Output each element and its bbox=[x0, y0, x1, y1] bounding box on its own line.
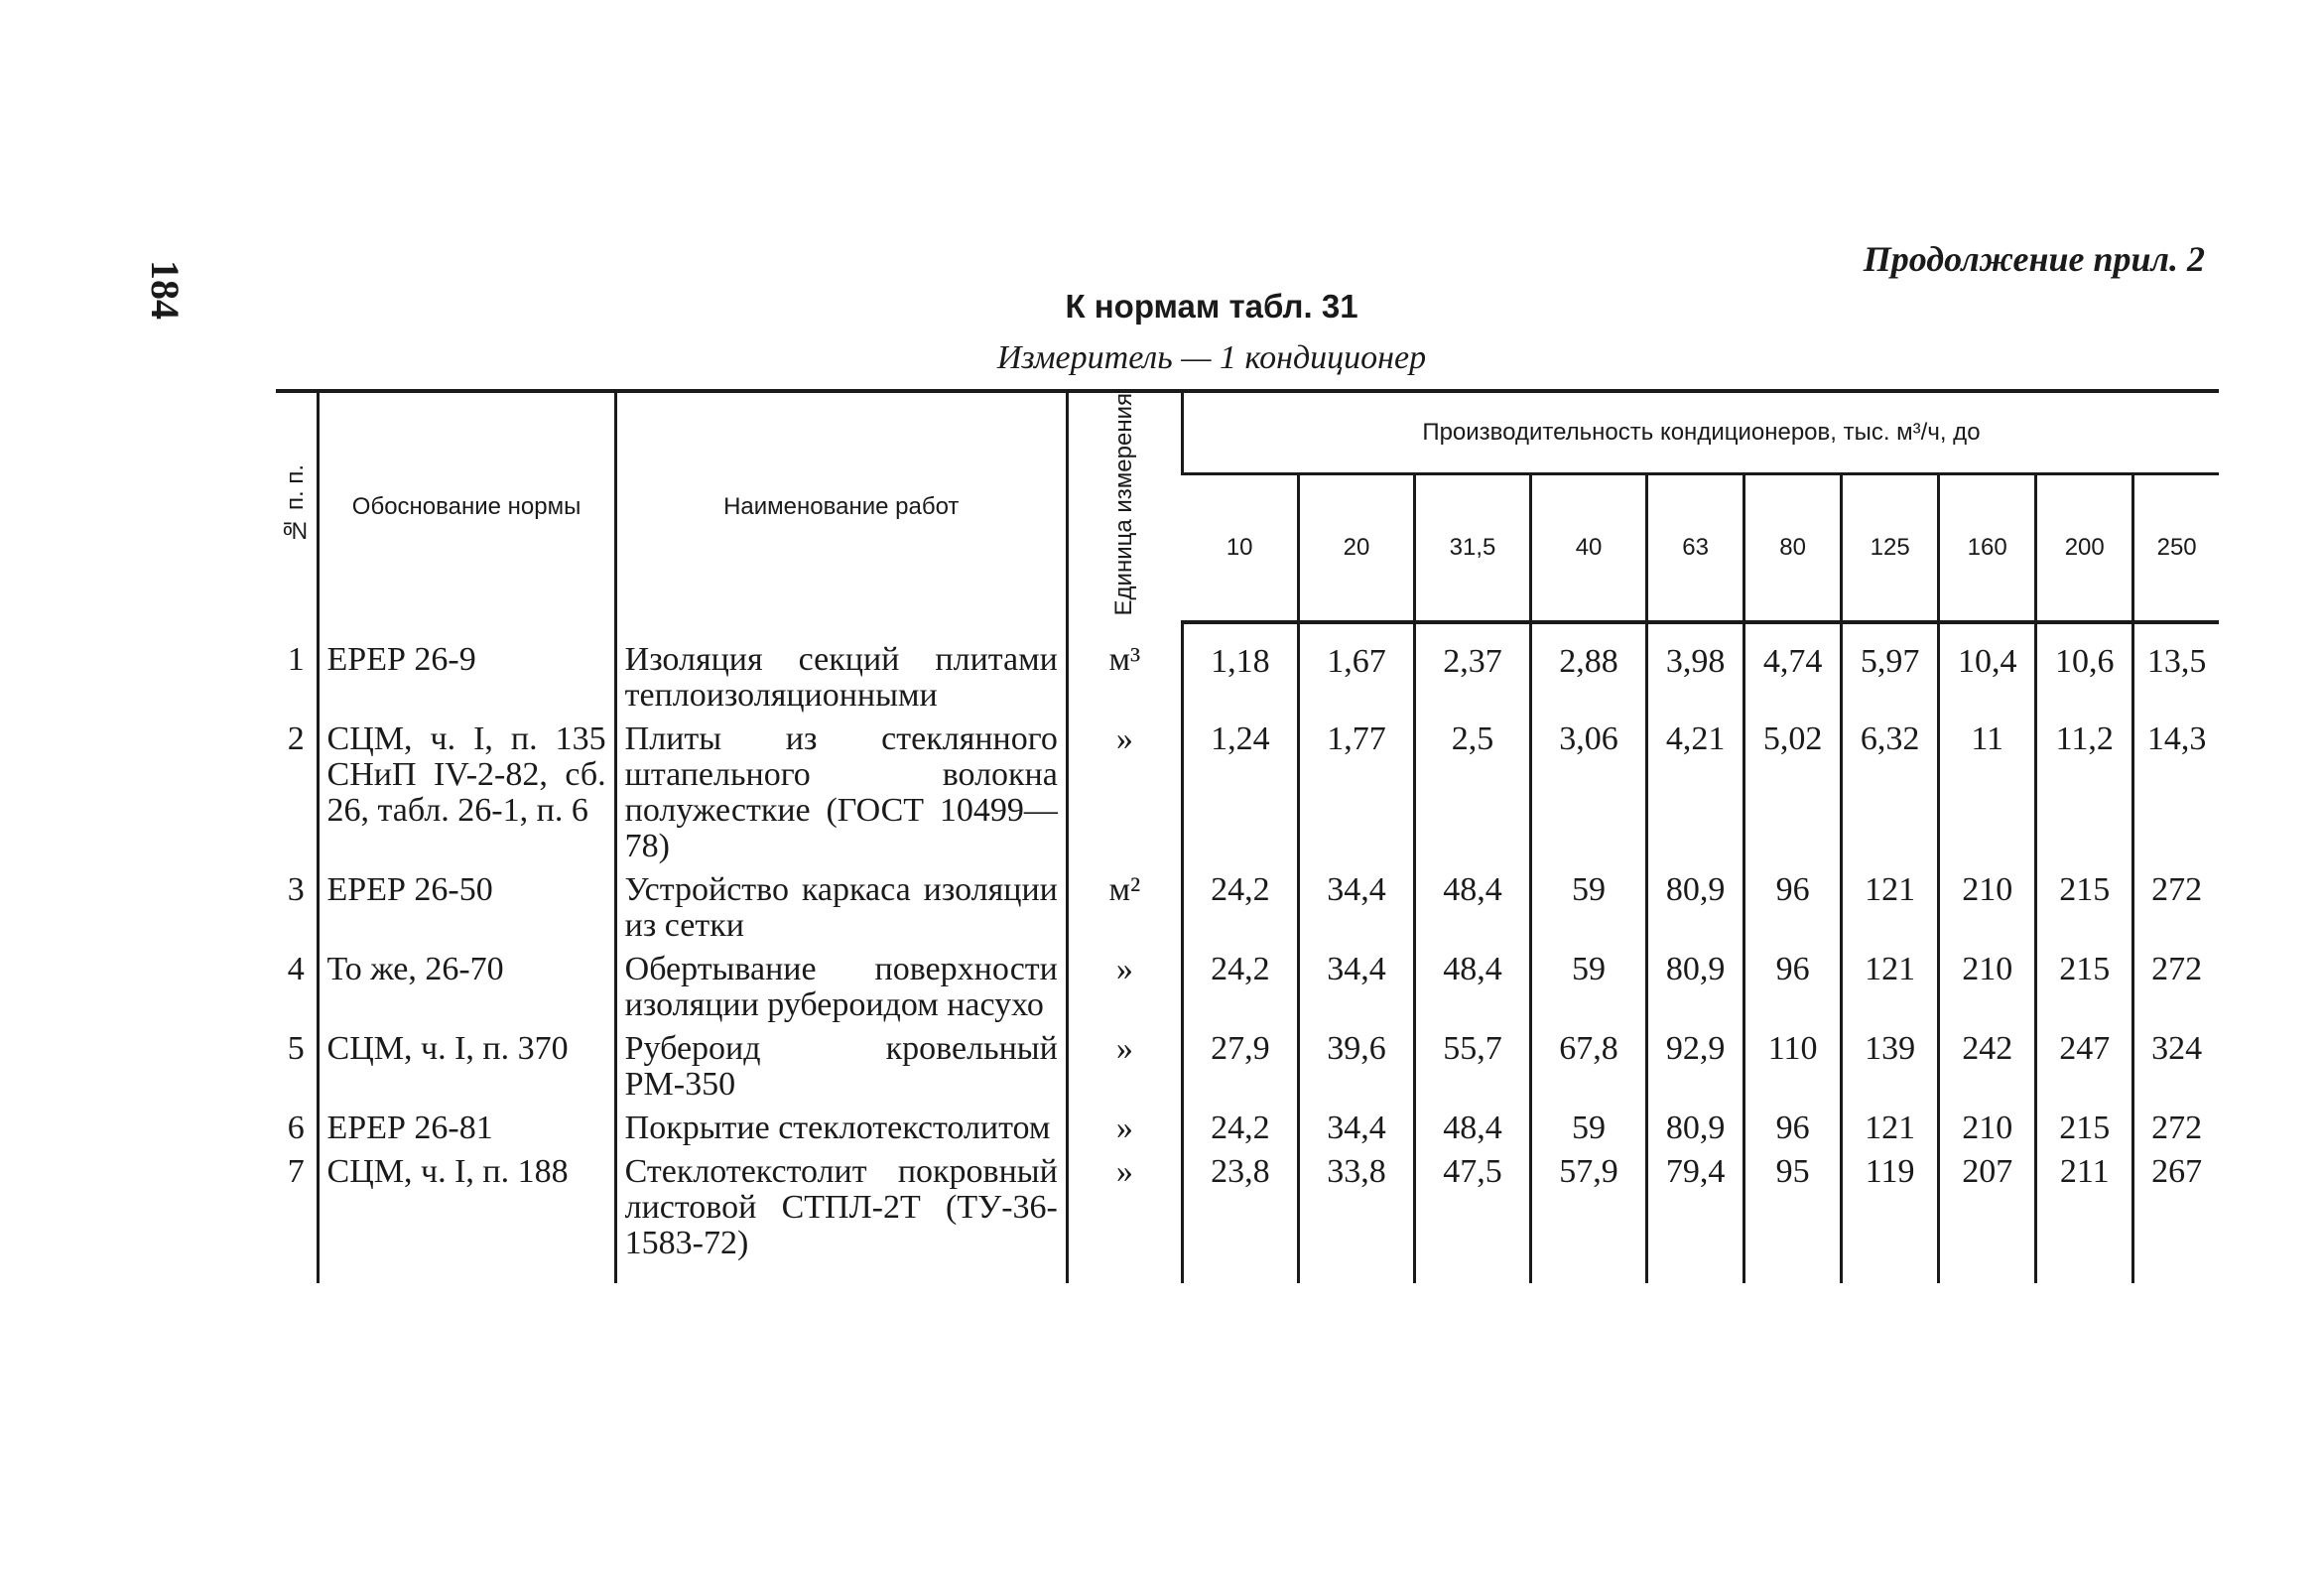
value-cell: 34,4 bbox=[1298, 948, 1414, 1027]
norm-basis: СЦМ, ч. I, п. 370 bbox=[318, 1027, 615, 1107]
value-cell: 24,2 bbox=[1182, 948, 1298, 1027]
value-cell: 119 bbox=[1842, 1150, 1939, 1283]
work-name: Стеклотекстолит покровный листовой СТПЛ-2Т (ТУ-36-1583-72) bbox=[615, 1150, 1067, 1283]
table-title: К нормам табл. 31 bbox=[1065, 288, 1358, 325]
value-cell: 2,88 bbox=[1531, 622, 1647, 718]
row-number: 5 bbox=[287, 1029, 305, 1067]
value-cell: 242 bbox=[1939, 1027, 2036, 1107]
value-cell: 13,5 bbox=[2133, 622, 2219, 718]
norms-table bbox=[276, 389, 2219, 1283]
header-capacity: 250 bbox=[2133, 473, 2219, 622]
unit-cell: » bbox=[1067, 1027, 1182, 1107]
header-productivity: Производительность кондиционеров, тыс. м³/ч, до bbox=[1182, 391, 2219, 473]
value-cell: 6,32 bbox=[1842, 718, 1939, 868]
value-cell: 27,9 bbox=[1182, 1027, 1298, 1107]
row-number: 3 bbox=[287, 870, 305, 908]
row-number: 6 bbox=[287, 1109, 305, 1146]
header-capacity: 200 bbox=[2036, 473, 2133, 622]
value-cell: 324 bbox=[2133, 1027, 2219, 1107]
value-cell: 48,4 bbox=[1414, 948, 1530, 1027]
header-num bbox=[276, 391, 318, 622]
header-capacity: 20 bbox=[1298, 473, 1414, 622]
value-cell: 215 bbox=[2036, 1107, 2133, 1150]
table-row bbox=[276, 948, 2219, 1027]
value-cell: 33,8 bbox=[1298, 1150, 1414, 1283]
value-cell: 3,98 bbox=[1647, 622, 1744, 718]
header-capacity: 31,5 bbox=[1414, 473, 1530, 622]
header-unit bbox=[1067, 391, 1182, 622]
table-row bbox=[276, 1107, 2219, 1150]
value-cell: 11,2 bbox=[2036, 718, 2133, 868]
value-cell: 59 bbox=[1531, 1107, 1647, 1150]
work-name: Плиты из стеклянного штапельного волокна полужесткие (ГОСТ 10499—78) bbox=[615, 718, 1067, 868]
header-capacity: 63 bbox=[1647, 473, 1744, 622]
value-cell: 210 bbox=[1939, 1107, 2036, 1150]
value-cell: 34,4 bbox=[1298, 1107, 1414, 1150]
value-cell: 210 bbox=[1939, 868, 2036, 948]
header-capacity: 10 bbox=[1182, 473, 1298, 622]
work-name: Устройство каркаса изоляции из сетки bbox=[615, 868, 1067, 948]
value-cell: 267 bbox=[2133, 1150, 2219, 1283]
value-cell: 272 bbox=[2133, 948, 2219, 1027]
table-row bbox=[276, 622, 2219, 718]
continuation-note: Продолжение прил. 2 bbox=[1863, 239, 2205, 279]
value-cell: 39,6 bbox=[1298, 1027, 1414, 1107]
unit-cell: » bbox=[1067, 718, 1182, 868]
norm-basis: ЕРЕР 26-50 bbox=[318, 868, 615, 948]
value-cell: 55,7 bbox=[1414, 1027, 1530, 1107]
value-cell: 211 bbox=[2036, 1150, 2133, 1283]
value-cell: 4,21 bbox=[1647, 718, 1744, 868]
value-cell: 247 bbox=[2036, 1027, 2133, 1107]
norm-basis: ЕРЕР 26-81 bbox=[318, 1107, 615, 1150]
value-cell: 24,2 bbox=[1182, 868, 1298, 948]
value-cell: 139 bbox=[1842, 1027, 1939, 1107]
value-cell: 48,4 bbox=[1414, 1107, 1530, 1150]
value-cell: 48,4 bbox=[1414, 868, 1530, 948]
work-name: Изоляция секций плитами теплоизоляционными bbox=[615, 622, 1067, 718]
unit-cell: » bbox=[1067, 1150, 1182, 1283]
value-cell: 10,4 bbox=[1939, 622, 2036, 718]
value-cell: 207 bbox=[1939, 1150, 2036, 1283]
value-cell: 23,8 bbox=[1182, 1150, 1298, 1283]
value-cell: 121 bbox=[1842, 868, 1939, 948]
value-cell: 59 bbox=[1531, 948, 1647, 1027]
value-cell: 95 bbox=[1744, 1150, 1842, 1283]
value-cell: 34,4 bbox=[1298, 868, 1414, 948]
value-cell: 14,3 bbox=[2133, 718, 2219, 868]
value-cell: 5,97 bbox=[1842, 622, 1939, 718]
value-cell: 92,9 bbox=[1647, 1027, 1744, 1107]
value-cell: 121 bbox=[1842, 948, 1939, 1027]
row-number: 4 bbox=[287, 950, 305, 987]
value-cell: 272 bbox=[2133, 868, 2219, 948]
header-unit-label: Единица измерения bbox=[1110, 393, 1138, 616]
value-cell: 4,74 bbox=[1744, 622, 1842, 718]
row-number: 2 bbox=[287, 719, 305, 757]
table-row bbox=[276, 1027, 2219, 1107]
value-cell: 2,5 bbox=[1414, 718, 1530, 868]
work-name: Обертывание поверхности изоляции рубероидом насухо bbox=[615, 948, 1067, 1027]
value-cell: 80,9 bbox=[1647, 868, 1744, 948]
page-number: 184 bbox=[143, 260, 188, 320]
value-cell: 10,6 bbox=[2036, 622, 2133, 718]
header-capacity: 160 bbox=[1939, 473, 2036, 622]
value-cell: 272 bbox=[2133, 1107, 2219, 1150]
value-cell: 1,67 bbox=[1298, 622, 1414, 718]
value-cell: 215 bbox=[2036, 868, 2133, 948]
header-norm: Обоснование нормы bbox=[318, 391, 615, 622]
value-cell: 80,9 bbox=[1647, 948, 1744, 1027]
value-cell: 1,77 bbox=[1298, 718, 1414, 868]
value-cell: 96 bbox=[1744, 868, 1842, 948]
row-number: 1 bbox=[287, 640, 305, 678]
norm-basis: То же, 26-70 bbox=[318, 948, 615, 1027]
row-number: 7 bbox=[287, 1152, 305, 1190]
value-cell: 67,8 bbox=[1531, 1027, 1647, 1107]
header-capacity: 80 bbox=[1744, 473, 1842, 622]
work-name: Рубероид кровельный РМ-350 bbox=[615, 1027, 1067, 1107]
value-cell: 24,2 bbox=[1182, 1107, 1298, 1150]
value-cell: 121 bbox=[1842, 1107, 1939, 1150]
value-cell: 1,18 bbox=[1182, 622, 1298, 718]
unit-cell: м³ bbox=[1067, 622, 1182, 718]
value-cell: 96 bbox=[1744, 1107, 1842, 1150]
value-cell: 80,9 bbox=[1647, 1107, 1744, 1150]
header-capacity: 125 bbox=[1842, 473, 1939, 622]
value-cell: 3,06 bbox=[1531, 718, 1647, 868]
work-name: Покрытие стеклотекстолитом bbox=[615, 1107, 1067, 1150]
value-cell: 110 bbox=[1744, 1027, 1842, 1107]
value-cell: 47,5 bbox=[1414, 1150, 1530, 1283]
header-num-label: № п. п. bbox=[282, 464, 310, 545]
value-cell: 1,24 bbox=[1182, 718, 1298, 868]
value-cell: 5,02 bbox=[1744, 718, 1842, 868]
table-row bbox=[276, 868, 2219, 948]
header-capacity: 40 bbox=[1531, 473, 1647, 622]
header-work: Наименование работ bbox=[615, 391, 1067, 622]
unit-cell: » bbox=[1067, 1107, 1182, 1150]
unit-cell: » bbox=[1067, 948, 1182, 1027]
table-subtitle: Измеритель — 1 кондиционер bbox=[996, 339, 1427, 376]
table-row bbox=[276, 1150, 2219, 1283]
value-cell: 79,4 bbox=[1647, 1150, 1744, 1283]
value-cell: 59 bbox=[1531, 868, 1647, 948]
value-cell: 96 bbox=[1744, 948, 1842, 1027]
unit-cell: м² bbox=[1067, 868, 1182, 948]
norm-basis: СЦМ, ч. I, п. 188 bbox=[318, 1150, 615, 1283]
value-cell: 210 bbox=[1939, 948, 2036, 1027]
value-cell: 215 bbox=[2036, 948, 2133, 1027]
norm-basis: СЦМ, ч. I, п. 135 СНиП IV-2-82, сб. 26, табл. 26-1, п. 6 bbox=[318, 718, 615, 868]
table-row bbox=[276, 718, 2219, 868]
value-cell: 2,37 bbox=[1414, 622, 1530, 718]
value-cell: 11 bbox=[1939, 718, 2036, 868]
norm-basis: ЕРЕР 26-9 bbox=[318, 622, 615, 718]
value-cell: 57,9 bbox=[1531, 1150, 1647, 1283]
